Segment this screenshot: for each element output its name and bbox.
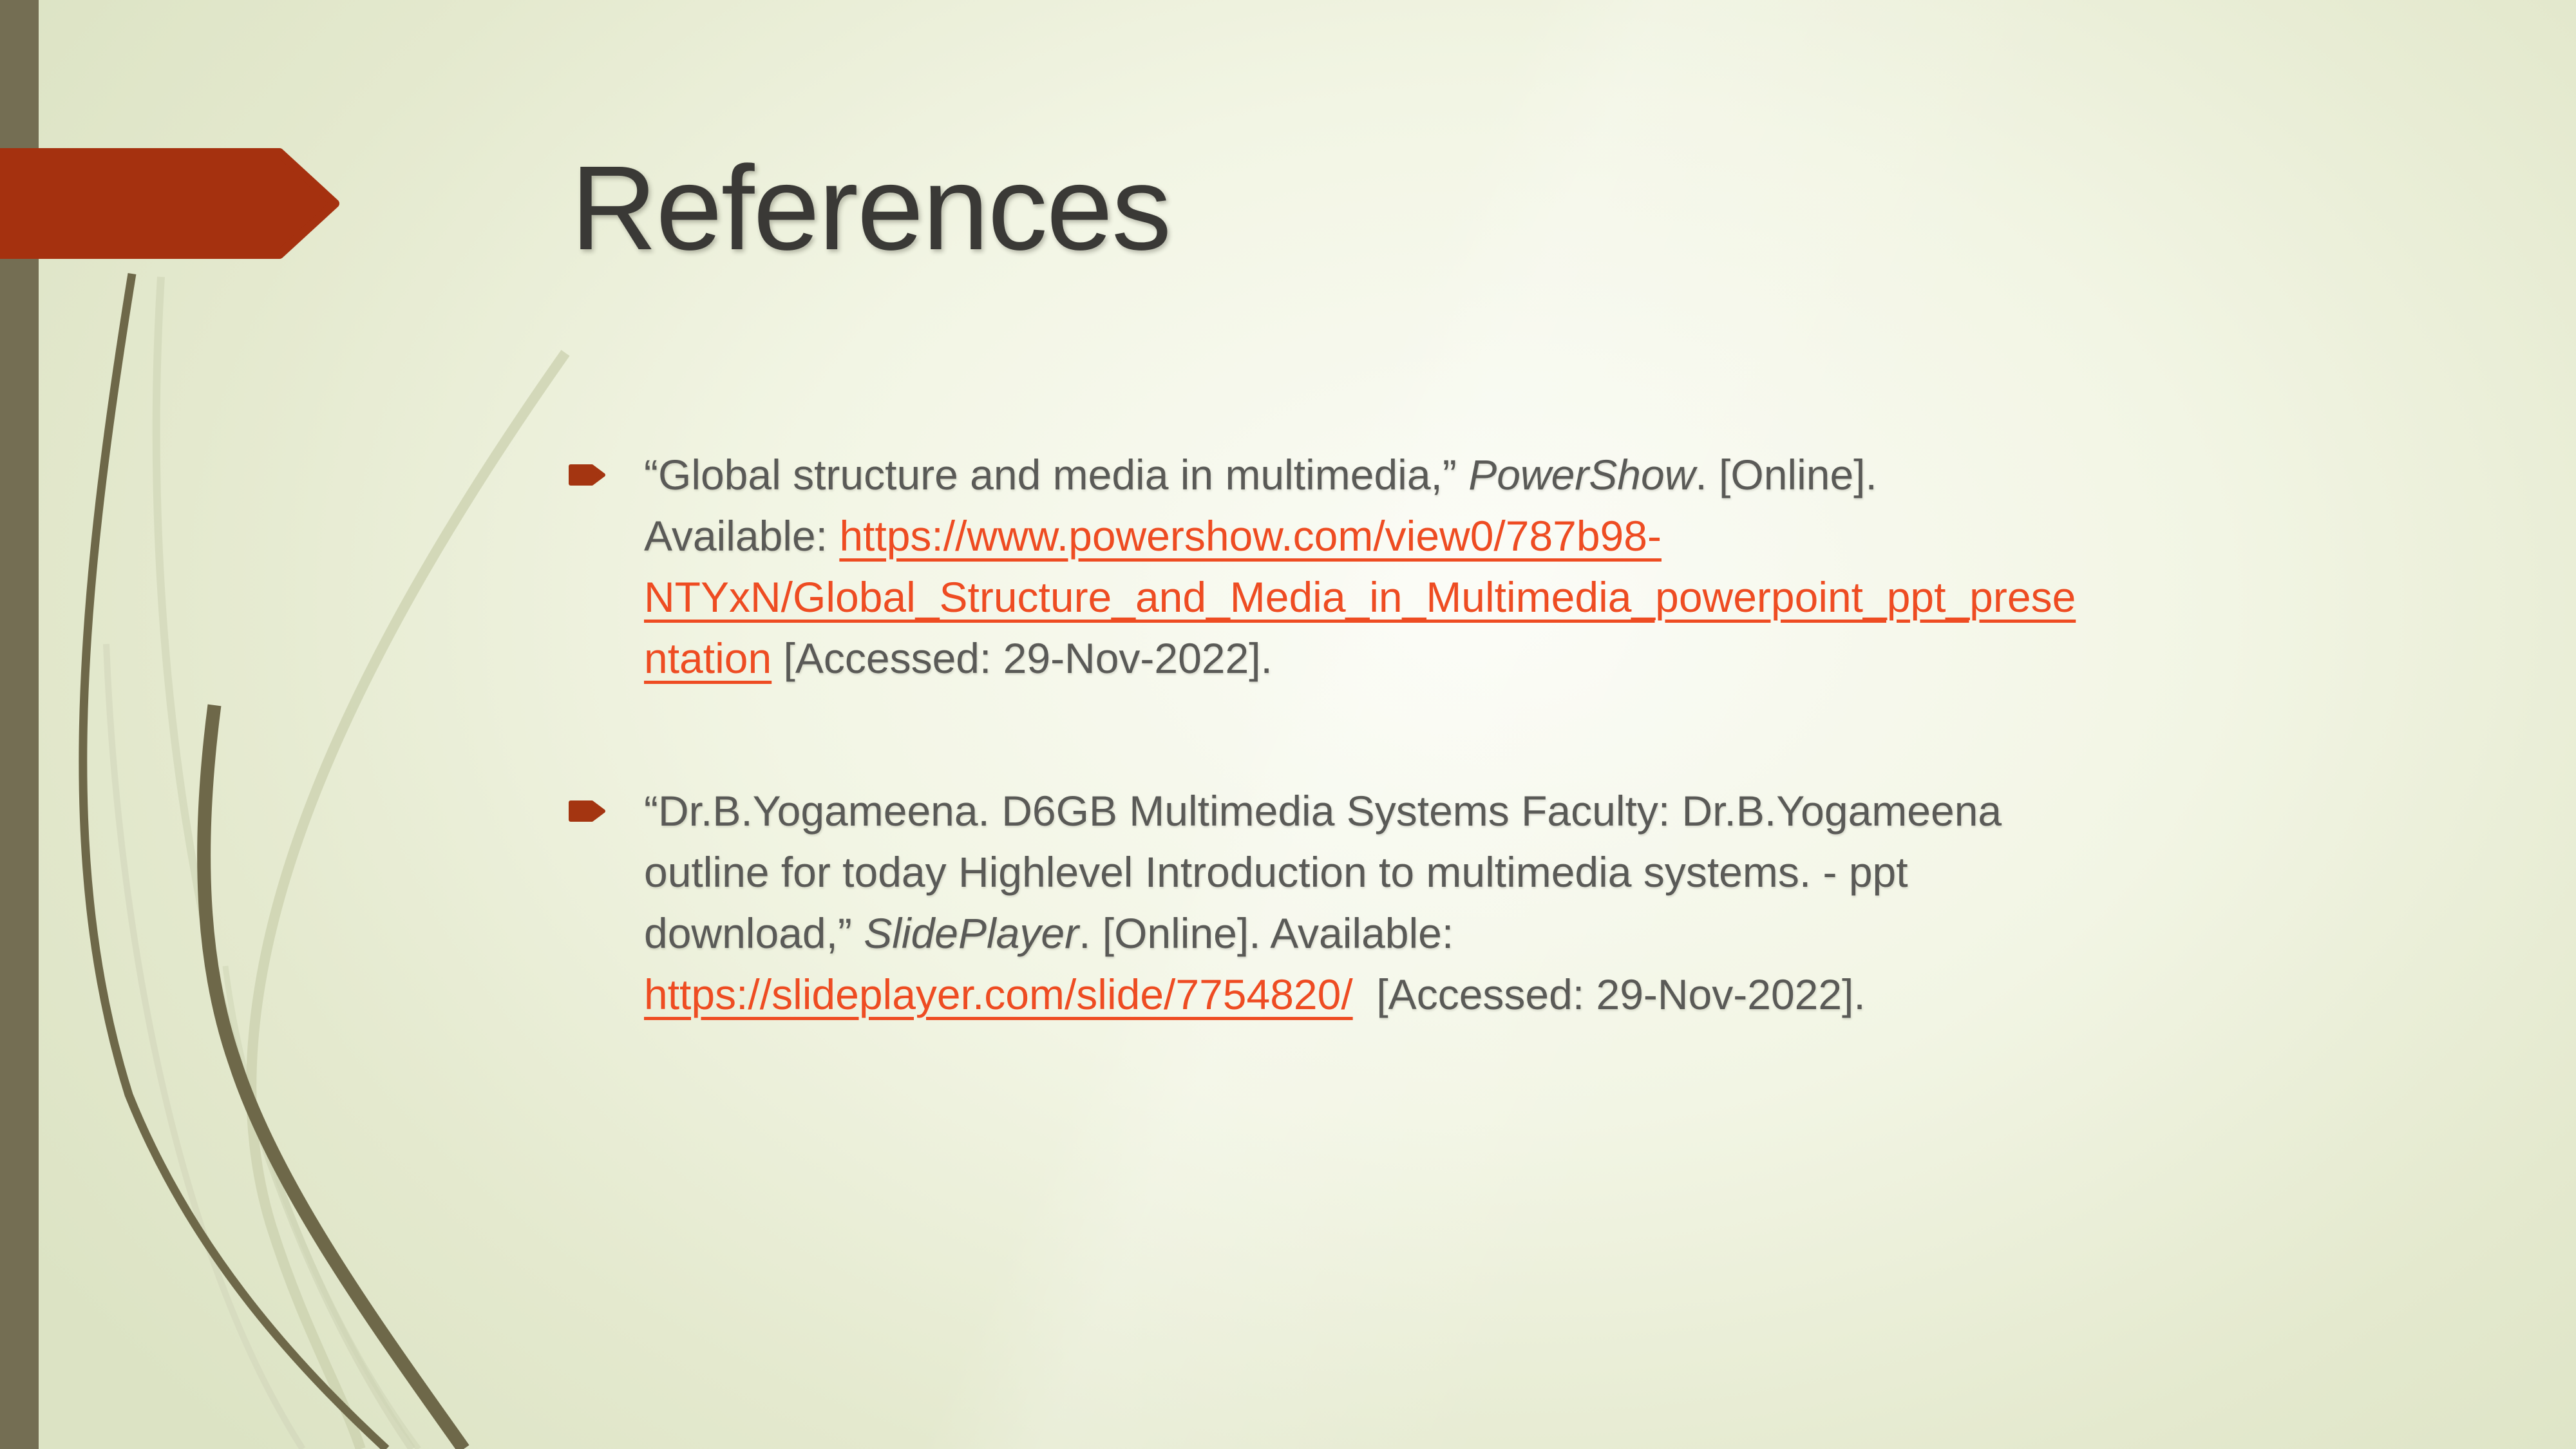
references-list <box>569 444 2468 1117</box>
arrow-banner-shape <box>0 153 335 254</box>
reference-text-line <box>644 903 2013 964</box>
reference-text-line <box>644 628 2076 689</box>
grass-blade-light <box>251 353 565 1449</box>
source-name-text: PowerShow <box>1468 451 1696 498</box>
reference-text-line <box>644 964 2013 1025</box>
reference-text: [Accessed: 29-Nov-2022]. <box>1352 971 1866 1018</box>
reference-text-line <box>644 781 2013 842</box>
title-arrow-banner-icon <box>0 148 348 259</box>
reference-item <box>569 781 2468 1025</box>
reference-text: [Accessed: 29-Nov-2022]. <box>772 634 1273 682</box>
bullet-arrow-icon <box>569 464 605 486</box>
reference-text: download,” <box>644 909 864 957</box>
reference-text-block <box>644 444 2076 689</box>
reference-text: . [Online]. Available: <box>1079 909 1466 957</box>
reference-text-line <box>644 842 2013 903</box>
reference-text: . [Online]. <box>1695 451 1889 498</box>
reference-text: Available: <box>644 512 840 560</box>
page-title: References <box>571 142 1171 275</box>
reference-hyperlink[interactable]: ntation <box>644 634 772 682</box>
source-name-text: SlidePlayer <box>864 909 1079 957</box>
reference-text-block <box>644 781 2013 1025</box>
reference-text-line <box>644 567 2076 628</box>
reference-text: “Dr.B.Yogameena. D6GB Multimedia Systems Faculty: Dr.B.Yogameena <box>644 787 2014 835</box>
bullet-arrow-icon <box>569 800 605 822</box>
reference-text-line <box>644 444 2076 506</box>
reference-item <box>569 444 2468 689</box>
reference-hyperlink[interactable]: NTYxN/Global_Structure_and_Media_in_Multimedia_powerpoint_ppt_prese <box>644 573 2076 621</box>
reference-hyperlink[interactable]: https://slideplayer.com/slide/7754820/ <box>644 971 1353 1018</box>
reference-hyperlink[interactable]: https://www.powershow.com/view0/787b98- <box>839 512 1662 560</box>
reference-text: outline for today Highlevel Introduction to multimedia systems. - ppt <box>644 848 1920 896</box>
reference-text-line <box>644 506 2076 567</box>
reference-text: “Global structure and media in multimedia,” <box>644 451 1469 498</box>
